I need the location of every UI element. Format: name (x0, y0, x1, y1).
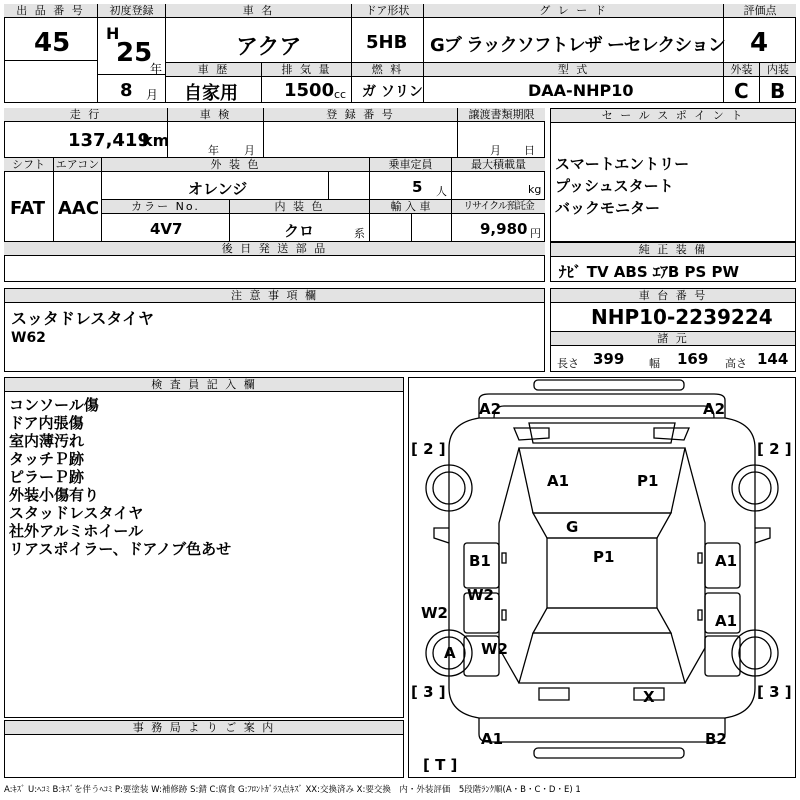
inspector-label: 検 査 員 記 入 欄 (5, 378, 403, 392)
load-cell (452, 158, 545, 200)
lot-number: 45 (34, 28, 71, 58)
door-type: 5HB (366, 32, 408, 53)
damage-mark: [ 2 ] (757, 440, 792, 458)
inspector-line: スタッドレスタイヤ (9, 504, 144, 522)
inspector-line: ドア内張傷 (9, 414, 84, 432)
chassis-panel (550, 288, 796, 372)
inspection-label: 車 検 (168, 108, 263, 122)
damage-mark: P1 (637, 472, 659, 490)
recycle-label: リサイクル預託金 (452, 200, 545, 214)
exterior-grade: C (734, 79, 749, 103)
legend: A:ｷｽﾞ U:ﾍｺﾐ B:ｷｽﾞを伴うﾍｺﾐ P:要塗装 W:補修跡 S:錆 C:腐食 G:ﾌﾛﾝﾄｶﾞﾗｽ点ｷｽﾞ XX:交換済み X:要交換 内・外装評価 5段階ﾗﾝｸ順(A・B・C・D・E) 1 (4, 785, 581, 795)
score-cell (724, 4, 796, 63)
load-label: 最大積載量 (452, 158, 545, 172)
capacity-label: 乗車定員 (370, 158, 451, 172)
width: 169 (677, 350, 709, 368)
displacement: 1500 (284, 80, 335, 101)
model: DAA-NHP10 (528, 81, 634, 100)
notes-line: W62 (11, 330, 46, 346)
inspector-line: 室内薄汚れ (9, 432, 85, 450)
inspector-line: ピラーＰ跡 (9, 468, 85, 486)
import-cell (370, 200, 452, 242)
first-registration-cell (98, 4, 166, 103)
score: 4 (750, 28, 769, 58)
mileage-unit: km (142, 131, 170, 150)
era: H (106, 24, 120, 43)
damage-mark: B1 (469, 552, 491, 570)
reg-month: 8 (120, 80, 133, 101)
length-label: 長さ (557, 357, 579, 370)
recycle-fee: 9,980 (480, 220, 528, 238)
ac-label: エアコン (55, 158, 100, 171)
regno-label: 登 録 番 号 (264, 108, 457, 122)
height-label: 高さ (725, 357, 747, 370)
interior-color: クロ (284, 222, 315, 240)
damage-mark: X (643, 688, 655, 706)
model-cell (424, 63, 724, 103)
shift-cell (4, 158, 54, 242)
exterior-grade-cell (724, 63, 760, 103)
damage-mark: B2 (705, 730, 727, 748)
load-unit: kg (528, 183, 542, 196)
damage-mark: W2 (467, 586, 494, 604)
displacement-cell (262, 63, 352, 103)
grade-label: グ レ ー ド (424, 4, 723, 18)
transfer-day-unit: 日 (524, 144, 535, 157)
chassis-number: NHP10-2239224 (591, 305, 773, 329)
inspection-year-unit: 年 (208, 144, 219, 157)
damage-mark: A2 (479, 400, 502, 418)
first-reg-label: 初度登録 (98, 4, 165, 18)
history-cell (166, 63, 262, 103)
sales-item: プッシュスタート (555, 177, 674, 195)
mileage: 137,419 (68, 130, 150, 151)
damage-mark: A (444, 644, 456, 662)
car-diagram-drawing (409, 378, 795, 777)
interior-grade-cell (760, 63, 796, 103)
damage-mark: [ T ] (423, 756, 458, 774)
year-unit: 年 (150, 62, 163, 76)
interior-color-unit: 系 (354, 227, 365, 240)
damage-mark: A1 (481, 730, 504, 748)
ac-cell (54, 158, 102, 242)
colorno-cell (102, 200, 230, 242)
chassis-label: 車 台 番 号 (551, 289, 795, 303)
grade-cell (424, 4, 724, 63)
office-panel (4, 720, 404, 778)
inspection-cell (168, 108, 264, 158)
color-cell (102, 158, 370, 200)
sales-item: スマートエントリー (555, 155, 690, 173)
later-parts-label: 後 日 発 送 部 品 (4, 242, 545, 256)
inspector-line: 外装小傷有り (9, 486, 100, 504)
capacity-unit: 人 (436, 185, 447, 198)
inspector-line: コンソール傷 (9, 396, 99, 414)
reg-year: 25 (116, 38, 153, 68)
mileage-cell (4, 108, 168, 158)
door-cell (352, 4, 424, 63)
shift-label: シフト (4, 158, 53, 172)
notes-line: スッタドレスタイヤ (11, 309, 155, 328)
damage-mark: [ 3 ] (411, 683, 446, 701)
damage-mark: G (566, 518, 579, 536)
interior-color-cell (230, 200, 370, 242)
inspector-panel (4, 377, 404, 718)
mileage-label: 走 行 (4, 108, 167, 122)
damage-mark: W2 (481, 640, 508, 658)
color-number: 4V7 (150, 220, 183, 238)
interior-color-label: 内 装 色 (230, 200, 369, 214)
equipment: ﾅﾋﾞ TV ABS ｴｱB PS PW (559, 263, 740, 281)
recycle-cell (452, 200, 545, 242)
office-label: 事 務 局 よ り ご 案 内 (5, 721, 403, 735)
displacement-label: 排 気 量 (262, 63, 351, 77)
damage-mark: A2 (703, 400, 726, 418)
notes-label: 注 意 事 項 欄 (5, 289, 544, 303)
height: 144 (757, 350, 789, 368)
car-name-label: 車 名 (166, 4, 351, 18)
body-color: オレンジ (188, 180, 248, 198)
capacity: 5 (412, 178, 423, 196)
lot-label: 出 品 番 号 (4, 4, 97, 18)
fuel: ガ ソリン (362, 84, 423, 100)
width-label: 幅 (649, 357, 660, 370)
equipment-label: 純 正 装 備 (551, 243, 795, 257)
sales-point-panel (550, 108, 796, 242)
regno-cell (264, 108, 458, 158)
fuel-label: 燃 料 (352, 63, 423, 77)
month-unit: 月 (146, 88, 159, 102)
spec-label: 諸 元 (551, 332, 795, 346)
import-label: 輸 入 車 (370, 200, 451, 214)
fuel-cell (352, 63, 424, 103)
damage-mark: A1 (715, 612, 738, 630)
length: 399 (593, 350, 625, 368)
damage-mark: A1 (547, 472, 570, 490)
lot-cell (4, 4, 98, 103)
inspector-line: タッチＰ跡 (9, 450, 85, 468)
displacement-unit: cc (334, 88, 347, 101)
damage-mark: P1 (593, 548, 615, 566)
history-label: 車 歴 (166, 63, 261, 77)
car-name: アクア (236, 35, 302, 60)
colorno-label: カラー No. (102, 200, 229, 214)
damage-mark: [ 2 ] (411, 440, 446, 458)
recycle-unit: 円 (530, 227, 541, 240)
grade: Gブ ラックソフトレザ ーセレクション (430, 35, 725, 56)
score-label: 評価点 (724, 4, 796, 18)
transfer-month-unit: 月 (490, 144, 501, 157)
history: 自家用 (184, 83, 238, 104)
car-name-cell (166, 4, 352, 63)
inspection-month-unit: 月 (244, 144, 255, 157)
inspector-line: 社外アルミホイール (9, 522, 144, 540)
later-parts-cell (4, 242, 545, 282)
transfer-label: 譲渡書類期限 (458, 108, 545, 122)
damage-mark: [ 3 ] (757, 683, 792, 701)
car-diagram (408, 377, 796, 778)
inspector-line: リアスポイラー、ドアノブ色あせ (9, 540, 232, 558)
color-label: 外 装 色 (102, 158, 369, 172)
ac: AAC (58, 198, 100, 219)
sales-point-label: セ ー ル ス ポ イ ン ト (551, 109, 795, 123)
notes-panel (4, 288, 545, 372)
capacity-cell (370, 158, 452, 200)
exterior-grade-label: 外装 (724, 63, 759, 77)
damage-mark: W2 (421, 604, 448, 622)
equipment-panel (550, 242, 796, 282)
transfer-cell (458, 108, 545, 158)
sales-item: バックモニター (555, 199, 661, 217)
interior-grade: B (770, 79, 786, 103)
shift: FAT (10, 198, 46, 219)
door-label: ドア形状 (352, 4, 423, 18)
interior-grade-label: 内装 (760, 63, 796, 77)
damage-mark: A1 (715, 552, 738, 570)
model-label: 型 式 (424, 63, 723, 77)
